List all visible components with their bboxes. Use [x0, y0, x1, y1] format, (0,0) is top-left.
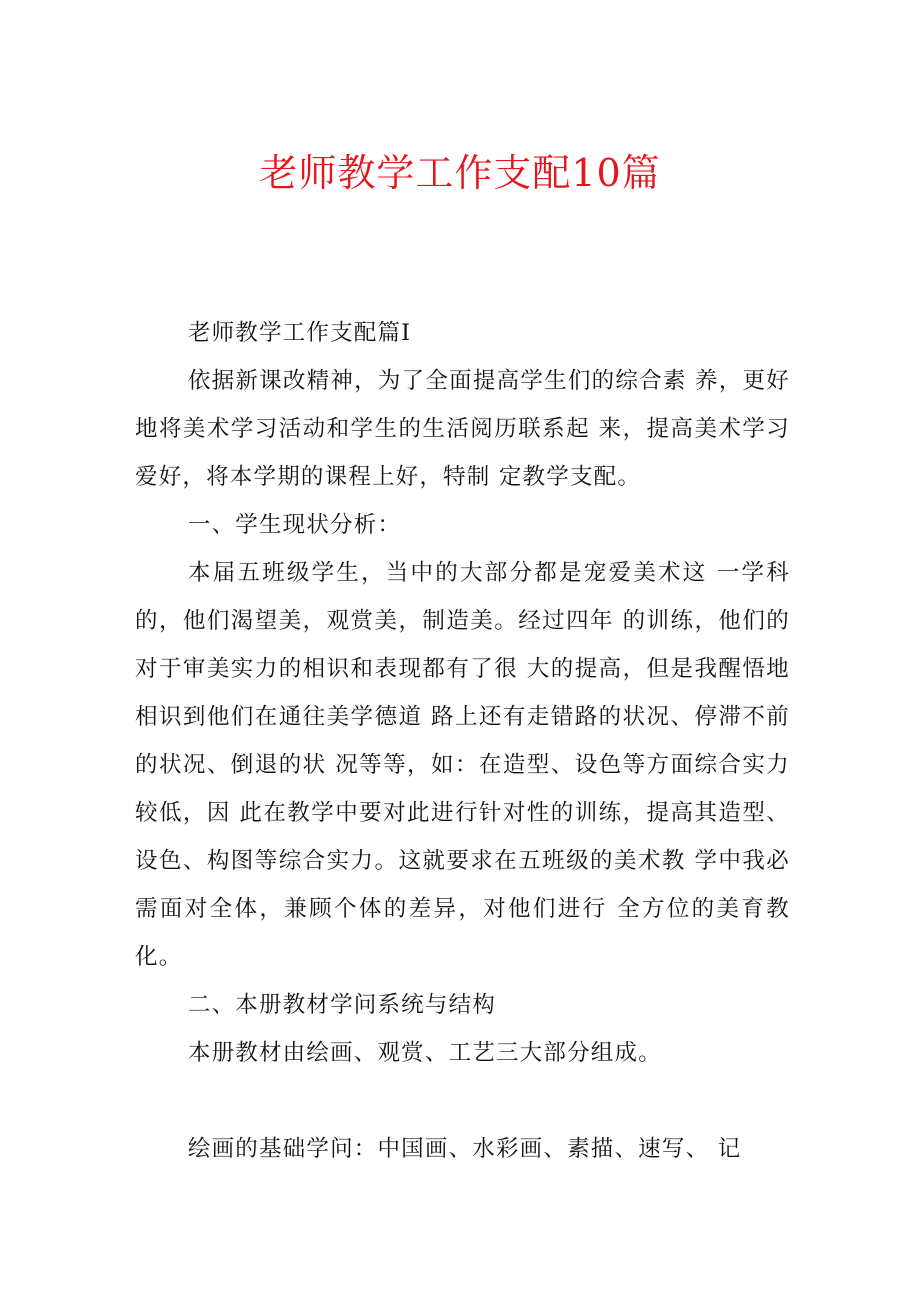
- body-paragraph: 本届五班级学生，当中的大部分都是宠爱美术这 一学科的，他们渴望美，观赏美，制造美。经过四年 的训练，他们的对于审美实力的相识和表现都有了很 大的提高，但是我醒悟地相识到他们在通往美学德道 路上还有走错路的状况、停滞不前的状况、倒退的状 况等等，如：在造型、设色等方面综合实力较低，因 此在教学中要对此进行针对性的训练，提高其造型、 设色、构图等综合实力。这就要求在五班级的美术教 学中我必需面对全体，兼顾个体的差异，对他们进行 全方位的美育教化。: [135, 560, 790, 970]
- subsection-heading: 二、本册教材学问系统与结构: [187, 992, 496, 1018]
- subsection-heading: 一、学生现状分析：: [187, 512, 402, 538]
- body-paragraph: 本册教材由绘画、观赏、工艺三大部分组成。: [187, 1040, 662, 1066]
- section-heading: 老师教学工作支配篇Ⅰ: [187, 320, 412, 346]
- body-paragraph: 绘画的基础学问：中国画、水彩画、素描、速写、 记: [187, 1136, 742, 1162]
- document-body: [135, 309, 790, 1173]
- body-paragraph: 依据新课改精神，为了全面提高学生们的综合素 养，更好地将美术学习活动和学生的生活阅历联系起 来，提高美术学习爱好，将本学期的课程上好，特制 定教学支配。: [135, 368, 790, 490]
- document-title: 老师教学工作支配10篇: [259, 151, 661, 195]
